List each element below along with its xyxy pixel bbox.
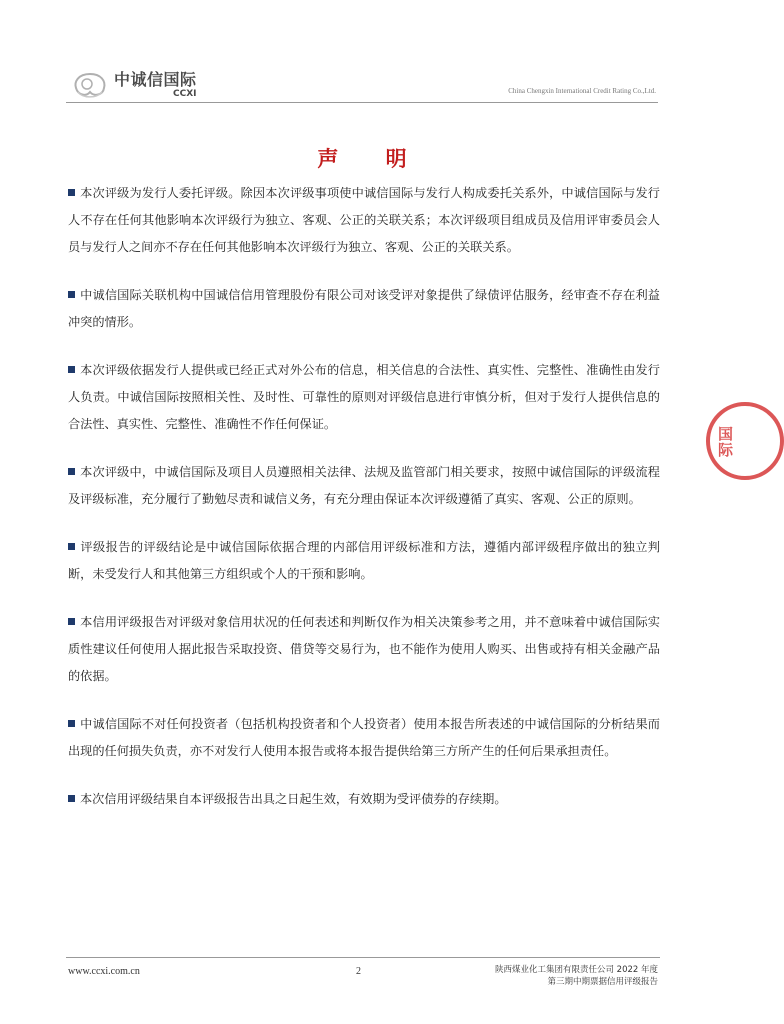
statement-paragraph — [68, 282, 660, 336]
logo-text-en: CCXI — [173, 88, 197, 99]
paragraph-text: 中诚信国际关联机构中国诚信信用管理股份有限公司对该受评对象提供了绿债评估服务，经审查不存在利益冲突的情形。 — [68, 288, 660, 329]
paragraph-text: 本次评级依据发行人提供或已经正式对外公布的信息，相关信息的合法性、真实性、完整性、准确性由发行人负责。中诚信国际按照相关性、及时性、可靠性的原则对评级信息进行审慎分析，但对于发行人提供信息的合法性、真实性、完整性、准确性不作任何保证。 — [68, 363, 660, 431]
company-seal-stamp — [706, 402, 784, 480]
statement-paragraph — [68, 711, 660, 765]
header-divider — [66, 102, 658, 103]
statement-paragraph — [68, 459, 660, 513]
square-bullet-icon — [68, 618, 75, 625]
paragraph-text: 本次评级为发行人委托评级。除因本次评级事项使中诚信国际与发行人构成委托关系外，中诚信国际与发行人不存在任何其他影响本次评级行为独立、客观、公正的关联关系；本次评级项目组成员及信用评审委员会人员与发行人之间亦不存在任何其他影响本次评级行为独立、客观、公正的关联关系。 — [68, 186, 660, 254]
page-title: 声 明 — [317, 147, 427, 171]
paragraph-text: 本信用评级报告对评级对象信用状况的任何表述和判断仅作为相关决策参考之用，并不意味着中诚信国际实质性建议任何使用人据此报告采取投资、借贷等交易行为，也不能作为使用人购买、出售或持有相关金融产品的依据。 — [68, 615, 660, 683]
footer-issuer: 陕西煤业化工集团有限责任公司 2022 年度 — [494, 965, 658, 975]
statement-paragraph — [68, 534, 660, 588]
statement-paragraph — [68, 609, 660, 690]
statement-body — [68, 180, 660, 834]
page-header — [66, 70, 658, 102]
square-bullet-icon — [68, 291, 75, 298]
statement-paragraph — [68, 786, 660, 813]
paragraph-text: 本次信用评级结果自本评级报告出具之日起生效，有效期为受评债券的存续期。 — [80, 792, 507, 806]
paragraph-text: 中诚信国际不对任何投资者（包括机构投资者和个人投资者）使用本报告所表述的中诚信国际的分析结果而出现的任何损失负责，亦不对发行人使用本报告或将本报告提供给第三方所产生的任何后果承担责任。 — [68, 717, 660, 758]
square-bullet-icon — [68, 468, 75, 475]
seal-text: 国 际 — [718, 425, 734, 459]
square-bullet-icon — [68, 795, 75, 802]
statement-paragraph — [68, 180, 660, 261]
logo-text-cn: 中诚信国际 — [114, 69, 197, 89]
paragraph-text: 本次评级中，中诚信国际及项目人员遵照相关法律、法规及监管部门相关要求，按照中诚信国际的评级流程及评级标准，充分履行了勤勉尽责和诚信义务，有充分理由保证本次评级遵循了真实、客观、公正的原则。 — [68, 465, 660, 506]
square-bullet-icon — [68, 543, 75, 550]
ccxi-logo — [70, 70, 197, 100]
company-english-name: China Chengxin International Credit Rating Co.,Ltd. — [508, 87, 656, 95]
paragraph-text: 评级报告的评级结论是中诚信国际依据合理的内部信用评级标准和方法，遵循内部评级程序做出的独立判断，未受发行人和其他第三方组织或个人的干预和影响。 — [68, 540, 660, 581]
footer-report-title: 第三期中期票据信用评级报告 — [547, 977, 658, 987]
page-number: 2 — [356, 966, 361, 977]
footer-report-name — [495, 964, 658, 988]
square-bullet-icon — [68, 720, 75, 727]
footer-website: www.ccxi.com.cn — [68, 966, 140, 977]
square-bullet-icon — [68, 189, 75, 196]
footer-divider — [66, 957, 660, 958]
square-bullet-icon — [68, 366, 75, 373]
logo-mark-icon — [70, 70, 110, 100]
statement-paragraph — [68, 357, 660, 438]
